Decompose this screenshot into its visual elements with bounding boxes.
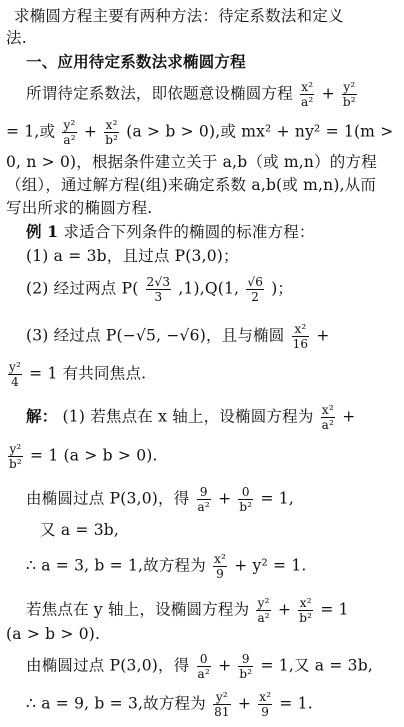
- numerator: 0: [241, 485, 250, 499]
- solution-line-5: [26, 552, 404, 581]
- solution-label: 解：: [26, 406, 58, 426]
- solution-line-4: 又 a = 3b,: [40, 521, 120, 539]
- numerator: x²: [301, 80, 314, 94]
- intro-line-2: 法.: [6, 29, 27, 47]
- text: (a > b > 0),或 mx² + ny² = 1(m >: [126, 122, 394, 141]
- text: ∴ a = 3, b = 1,故方程为: [26, 556, 206, 575]
- numerator: x²: [214, 552, 227, 566]
- text: = 1,: [260, 489, 294, 508]
- denominator: a²: [63, 133, 76, 147]
- plus-sign: +: [321, 84, 335, 103]
- example-1-condition-2: [26, 275, 404, 304]
- fraction: [197, 652, 211, 681]
- text: )；: [271, 279, 294, 298]
- plus-sign: +: [237, 694, 252, 713]
- numerator: y²: [257, 596, 270, 610]
- numerator: y²: [343, 80, 356, 94]
- fraction: [213, 690, 231, 719]
- text: = 1 (a > b > 0).: [30, 446, 158, 465]
- denominator: b²: [239, 667, 253, 681]
- fraction: [246, 275, 264, 304]
- denominator: b²: [9, 457, 22, 471]
- text: +: [342, 407, 356, 426]
- text: ,1),Q(1,: [178, 279, 240, 298]
- example-1-condition-3-cont: [6, 360, 404, 389]
- plus-sign: +: [83, 122, 98, 141]
- section-p1-line-1: [26, 80, 404, 109]
- denominator: 9: [213, 566, 227, 581]
- text: 由椭圆过点 P(3,0)，得: [26, 489, 190, 508]
- text: (2) 经过两点 P(: [26, 279, 139, 298]
- numerator: x²: [299, 596, 312, 610]
- solution-line-6: [26, 596, 404, 625]
- denominator: b²: [342, 95, 356, 109]
- denominator: a²: [197, 667, 210, 681]
- denominator: 3: [146, 289, 172, 304]
- denominator: 16: [292, 337, 309, 351]
- numerator: x²: [294, 322, 307, 336]
- denominator: b²: [105, 133, 119, 147]
- plus-sign: +: [277, 600, 292, 619]
- text: = 1: [320, 600, 349, 619]
- numerator: √6: [247, 275, 264, 289]
- solution-line-9: [26, 690, 404, 719]
- denominator: 81: [214, 705, 230, 719]
- example-1-condition-1: (1) a = 3b，且过点 P(3,0)；: [26, 247, 239, 265]
- text: 由椭圆过点 P(3,0)，得: [26, 656, 190, 675]
- text: (1) 若焦点在 x 轴上，设椭圆方程为: [62, 407, 314, 426]
- section-p1-line-5: 写出所求的椭圆方程.: [6, 199, 153, 217]
- example-text: 求适合下列条件的椭圆的标准方程：: [63, 223, 315, 241]
- text: = 1,又 a = 3b,: [260, 656, 373, 675]
- example-1-heading: [26, 222, 404, 242]
- intro-line-1: 求椭圆方程主要有两种方法：待定系数法和定义: [14, 7, 344, 25]
- numerator: 9: [199, 485, 208, 499]
- denominator: 9: [258, 704, 272, 719]
- numerator: y²: [215, 690, 228, 704]
- denominator: a²: [301, 95, 314, 109]
- denominator: a²: [197, 500, 210, 514]
- denominator: 2: [246, 289, 264, 304]
- denominator: a²: [257, 611, 270, 625]
- text: = 1.: [279, 694, 313, 713]
- numerator: x²: [105, 118, 118, 132]
- solution-line-8: [26, 652, 404, 681]
- text: 若焦点在 y 轴上，设椭圆方程为: [26, 600, 250, 619]
- fraction: [8, 442, 23, 471]
- numerator: y²: [9, 442, 22, 456]
- fraction: [300, 80, 314, 109]
- fraction: [62, 118, 76, 147]
- denominator: 4: [8, 374, 22, 389]
- fraction: [213, 552, 227, 581]
- fraction: [292, 322, 310, 351]
- fraction: [342, 80, 357, 109]
- text: (3) 经过点 P(−√5, −√6)，且与椭圆: [26, 326, 285, 345]
- denominator: b²: [239, 500, 253, 514]
- solution-line-1: [26, 403, 404, 432]
- plus-sign: +: [218, 489, 232, 508]
- text: +: [316, 326, 330, 345]
- fraction: [258, 690, 272, 719]
- section-title: 一、应用待定系数法求椭圆方程: [26, 52, 246, 71]
- denominator: b²: [299, 611, 313, 625]
- solution-line-7: (a > b > 0).: [6, 625, 101, 643]
- numerator: 0: [199, 652, 208, 666]
- section-p1-line-2: [6, 118, 404, 147]
- text: + y² = 1.: [234, 556, 307, 575]
- fraction: [256, 596, 270, 625]
- numerator: x²: [321, 403, 334, 417]
- text: = 1,或: [6, 122, 56, 141]
- fraction: [8, 360, 22, 389]
- solution-line-3: [26, 485, 404, 514]
- numerator: y²: [9, 360, 21, 374]
- plus-sign: +: [218, 656, 232, 675]
- example-1-condition-3: [26, 322, 404, 351]
- fraction: [104, 118, 119, 147]
- fraction: [146, 275, 172, 304]
- denominator: a²: [321, 418, 335, 432]
- solution-line-2: [6, 442, 404, 471]
- numerator: y²: [63, 118, 76, 132]
- fraction: [298, 596, 313, 625]
- section-p1-line-4: （组），通过解方程(组)来确定系数 a,b(或 m,n),从而: [6, 176, 377, 194]
- numerator: x²: [259, 690, 272, 704]
- text: = 1 有共同焦点.: [29, 364, 147, 383]
- text: 所谓待定系数法，即依题意设椭圆方程: [26, 84, 293, 103]
- numerator: 9: [241, 652, 250, 666]
- text: ∴ a = 9, b = 3,故方程为: [26, 694, 206, 713]
- fraction: [197, 485, 211, 514]
- example-label: 例 1: [26, 222, 59, 241]
- numerator: 2√3: [146, 275, 171, 289]
- fraction: [238, 652, 253, 681]
- fraction: [238, 485, 253, 514]
- fraction: [321, 403, 335, 432]
- section-p1-line-3: 0, n > 0)，根据条件建立关于 a,b（或 m,n）的方程: [6, 153, 377, 171]
